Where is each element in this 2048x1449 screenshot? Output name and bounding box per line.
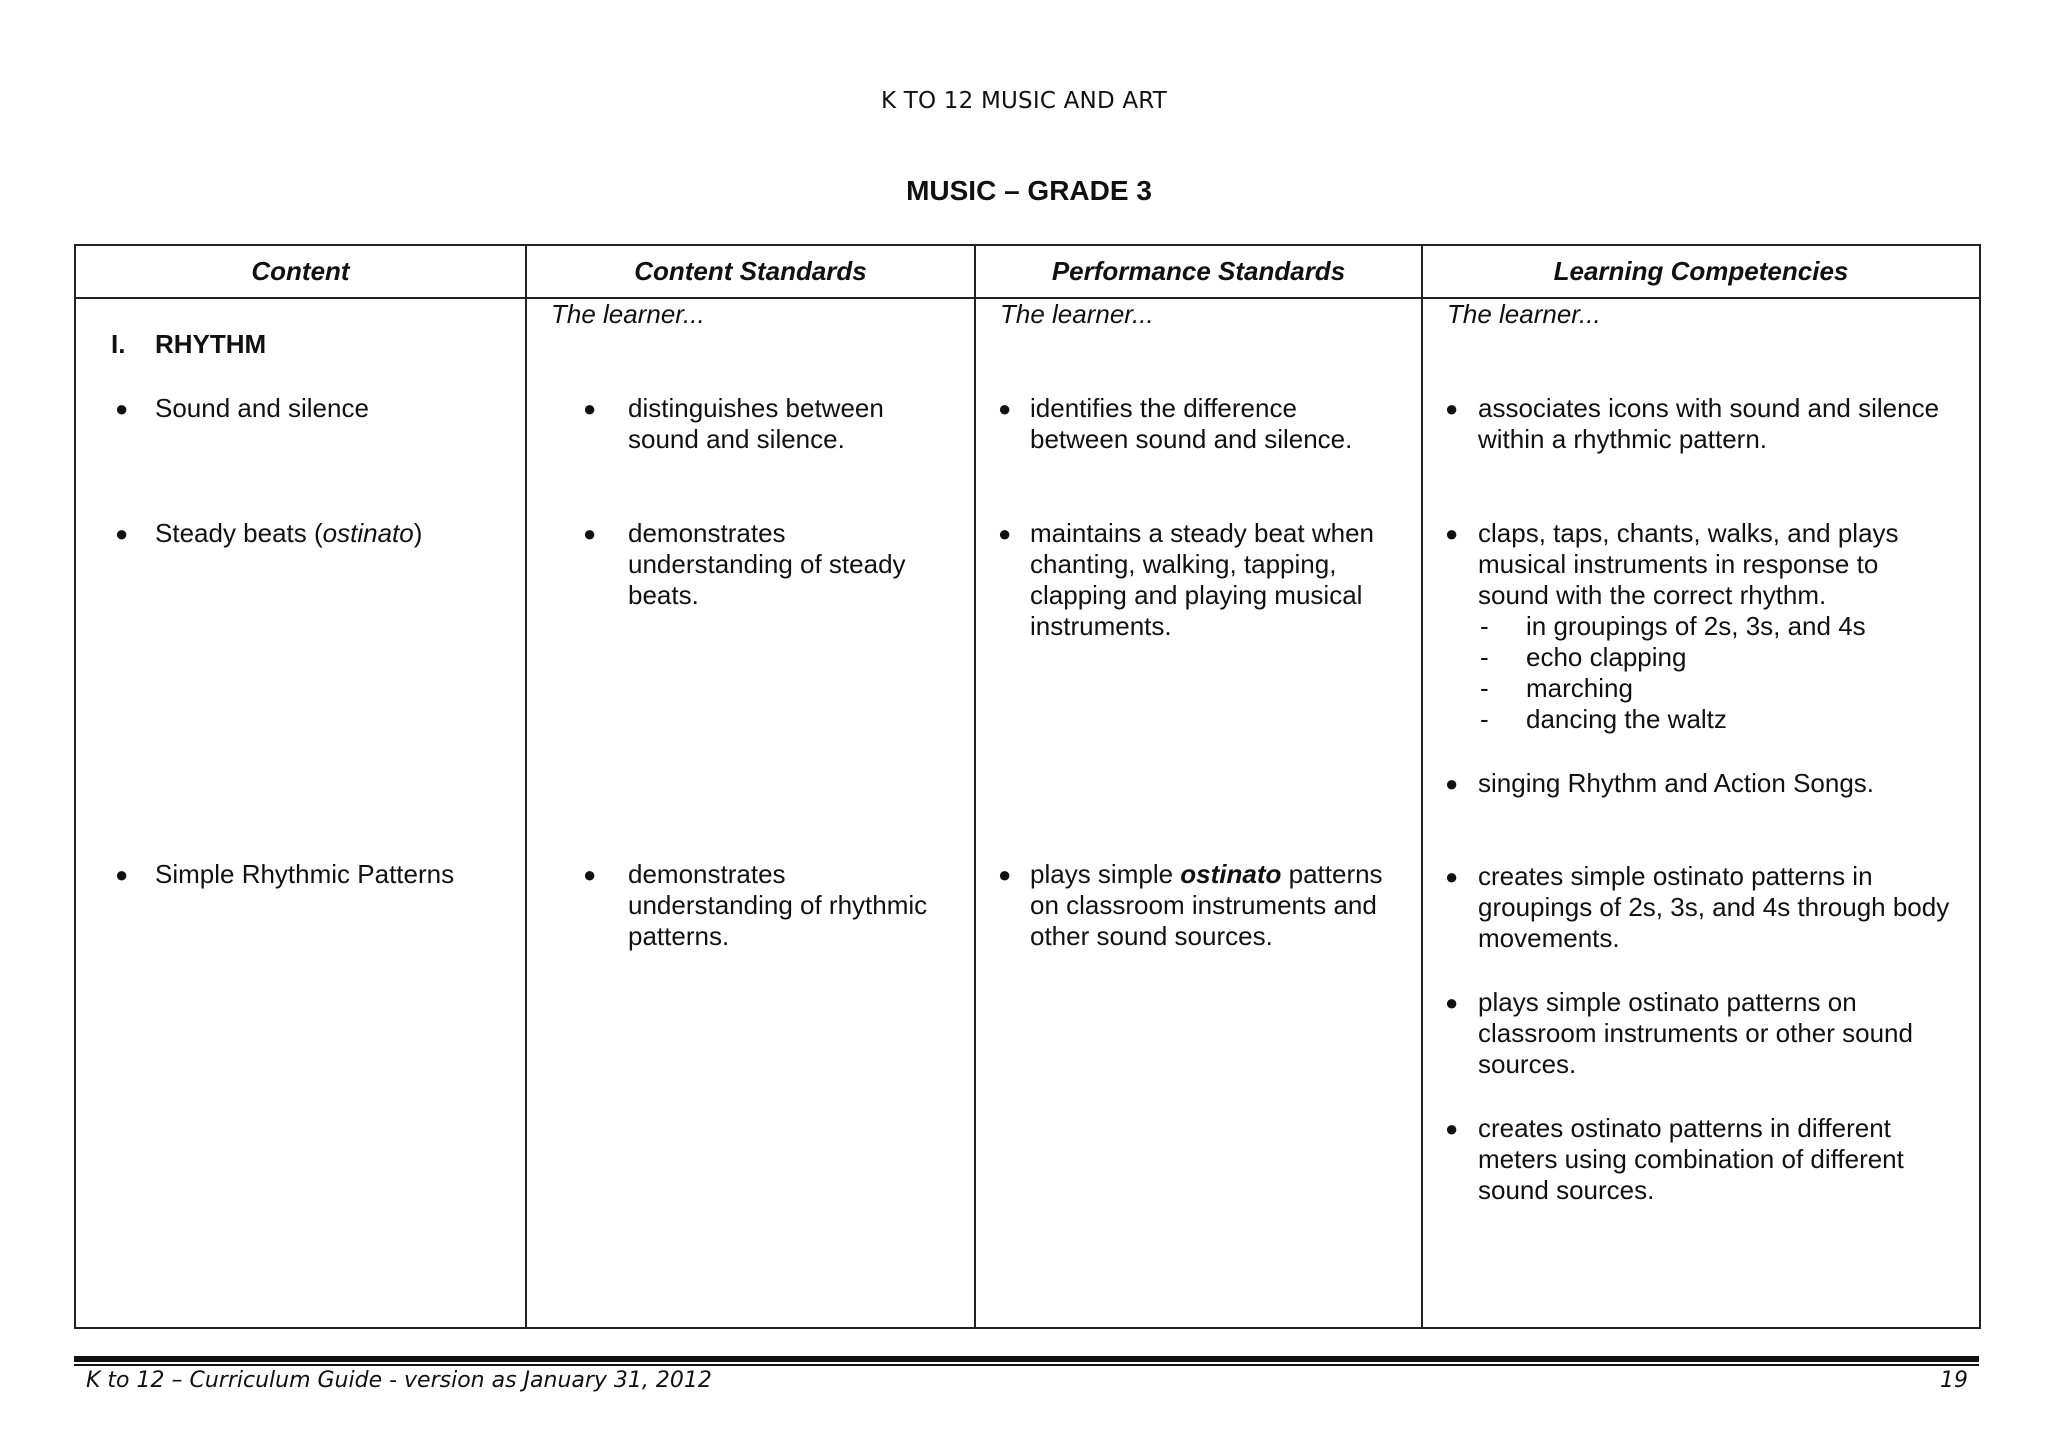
footer-thin-rule — [74, 1364, 1979, 1366]
line — [1030, 859, 1383, 890]
column-header-performance-standards: Performance Standards — [975, 245, 1422, 298]
list-item-text — [1478, 861, 1949, 954]
line: between sound and silence. — [1030, 424, 1353, 454]
line: demonstrates — [628, 859, 786, 889]
content-cell — [75, 298, 526, 1328]
learning-competencies-cell — [1422, 298, 1980, 1328]
line: meters using combination of different — [1478, 1144, 1904, 1174]
line: clapping and playing musical — [1030, 580, 1363, 610]
sub-list-item — [1480, 642, 1687, 673]
footer-version-text: K to 12 – Curriculum Guide - version as January 31, 2012 — [86, 1368, 712, 1393]
line: musical instruments in response to — [1478, 549, 1879, 579]
column-header-learning-competencies: Learning Competencies — [1422, 245, 1980, 298]
bullet-icon: ● — [1445, 1116, 1459, 1141]
page-number: 19 — [1940, 1368, 1968, 1393]
line: sound with the correct rhythm. — [1478, 580, 1827, 610]
text-part: plays simple — [1030, 859, 1181, 889]
line: creates ostinato patterns in different — [1478, 1113, 1891, 1143]
line: identifies the difference — [1030, 393, 1297, 423]
bullet-icon: ● — [115, 396, 129, 421]
emphasis-text: ostinato — [1180, 859, 1282, 889]
table-header-row — [75, 245, 1980, 298]
line: claps, taps, chants, walks, and plays — [1478, 518, 1899, 548]
content-item-text-part: ) — [413, 518, 423, 548]
content-standards-cell — [526, 298, 975, 1328]
section-numeral: I. — [111, 329, 126, 359]
bullet-icon: ● — [1445, 864, 1459, 889]
line: movements. — [1478, 923, 1620, 953]
dash-marker: - — [1480, 611, 1489, 641]
line: instruments. — [1030, 611, 1172, 641]
line: other sound sources. — [1030, 921, 1273, 951]
bullet-icon: ● — [1445, 990, 1459, 1015]
learner-label: The learner... — [1000, 299, 1154, 329]
sub-list-item-text: marching — [1526, 673, 1633, 703]
content-item-text — [155, 518, 422, 549]
learner-label: The learner... — [1447, 299, 1601, 329]
dash-marker: - — [1480, 673, 1489, 703]
content-item-italic: ostinato — [322, 518, 414, 548]
line: demonstrates — [628, 518, 786, 548]
bullet-icon: ● — [1445, 521, 1459, 546]
line: creates simple ostinato patterns in — [1478, 861, 1873, 891]
bullet-icon: ● — [1445, 771, 1459, 796]
line: on classroom instruments and — [1030, 890, 1377, 920]
bullet-icon: ● — [998, 396, 1012, 421]
line: sound and silence. — [628, 424, 845, 454]
content-item-text: Sound and silence — [155, 393, 369, 423]
curriculum-table — [74, 244, 1981, 1329]
bullet-icon: ● — [583, 396, 597, 421]
line: classroom instruments or other sound — [1478, 1018, 1913, 1048]
list-item-text — [1030, 393, 1352, 455]
bullet-icon: ● — [115, 862, 129, 887]
performance-standards-cell — [975, 298, 1422, 1328]
list-item-text — [1030, 859, 1383, 952]
bullet-icon: ● — [115, 521, 129, 546]
list-item-text — [628, 518, 906, 611]
sub-list-item-text: echo clapping — [1526, 642, 1687, 672]
line: sources. — [1478, 1049, 1577, 1079]
bullet-icon: ● — [583, 862, 597, 887]
list-item-text — [1478, 987, 1913, 1080]
line: within a rhythmic pattern. — [1478, 424, 1768, 454]
line: sound sources. — [1478, 1175, 1655, 1205]
line: distinguishes between — [628, 393, 884, 423]
sub-list-item-text: dancing the waltz — [1526, 704, 1727, 734]
list-item-text — [1478, 518, 1899, 611]
sub-list-item — [1480, 673, 1633, 704]
page-title: MUSIC – GRADE 3 — [906, 175, 1152, 206]
bullet-icon: ● — [1445, 396, 1459, 421]
list-item-text — [1478, 768, 1874, 799]
bullet-icon: ● — [998, 521, 1012, 546]
dash-marker: - — [1480, 642, 1489, 672]
section-title: RHYTHM — [155, 329, 267, 359]
sub-list-item — [1480, 704, 1727, 735]
line: patterns. — [628, 921, 730, 951]
line: beats. — [628, 580, 699, 610]
line: maintains a steady beat when — [1030, 518, 1374, 548]
bullet-icon: ● — [998, 862, 1012, 887]
line: associates icons with sound and silence — [1478, 393, 1940, 423]
list-item-text — [1478, 393, 1939, 455]
list-item-text — [1030, 518, 1374, 642]
dash-marker: - — [1480, 704, 1489, 734]
line: groupings of 2s, 3s, and 4s through body — [1478, 892, 1950, 922]
column-header-content: Content — [75, 245, 526, 298]
line: chanting, walking, tapping, — [1030, 549, 1337, 579]
sub-list-item-text: in groupings of 2s, 3s, and 4s — [1526, 611, 1866, 641]
bullet-icon: ● — [583, 521, 597, 546]
sub-list-item — [1480, 611, 1866, 642]
content-item-text: Simple Rhythmic Patterns — [155, 859, 455, 889]
document-header: K TO 12 MUSIC AND ART — [880, 88, 1168, 114]
learner-label: The learner... — [551, 299, 705, 329]
table-row — [75, 298, 1980, 1328]
text-part: patterns — [1281, 859, 1383, 889]
content-item-text-part: Steady beats ( — [155, 518, 323, 548]
list-item-text — [628, 393, 884, 455]
line: understanding of steady — [628, 549, 906, 579]
line: understanding of rhythmic — [628, 890, 928, 920]
footer-thick-rule — [74, 1356, 1979, 1362]
list-item-text — [628, 859, 927, 952]
list-item-text — [1478, 1113, 1904, 1206]
line: singing Rhythm and Action Songs. — [1478, 768, 1875, 798]
line: plays simple ostinato patterns on — [1478, 987, 1857, 1017]
column-header-content-standards: Content Standards — [526, 245, 975, 298]
